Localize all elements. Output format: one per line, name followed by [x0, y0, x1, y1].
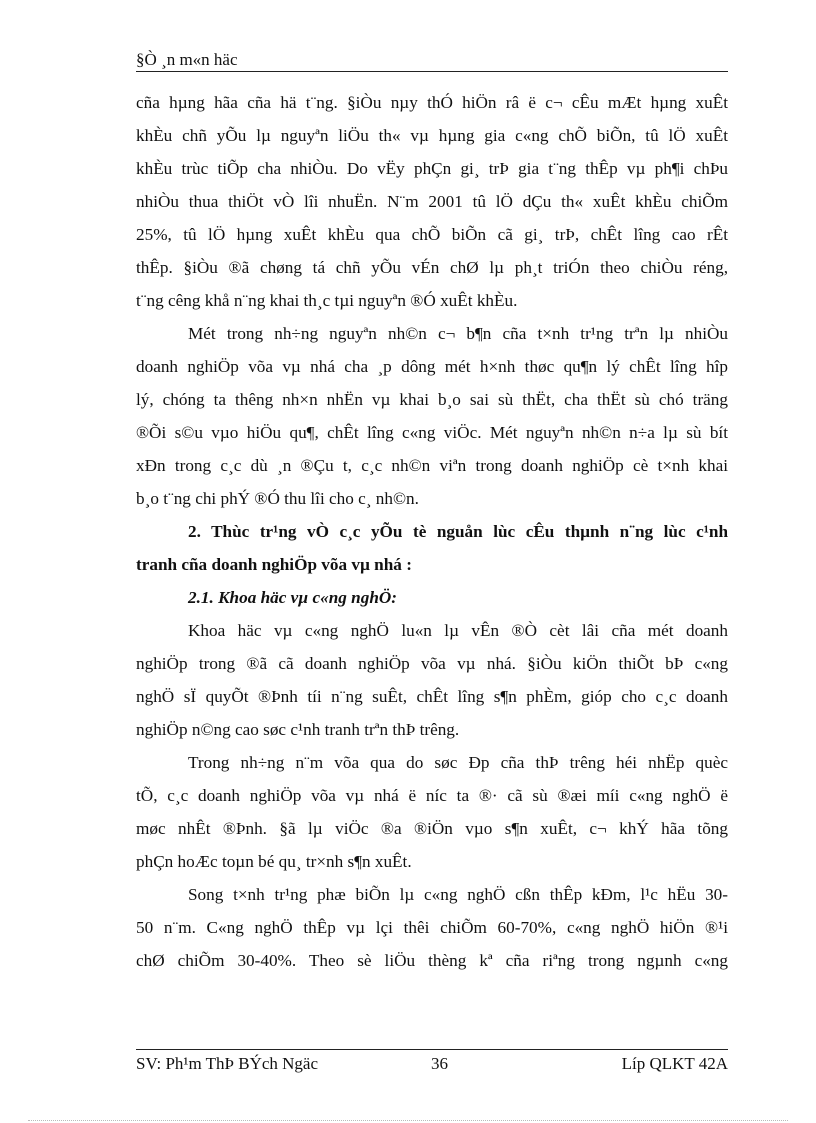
text-line: cña hµng hãa cña hä t¨ng. §iÒu nµy thÓ hiÖn râ ë c¬ cÊu mÆt hµng xuÊt: [136, 93, 728, 112]
footer-rule: [136, 1049, 728, 1050]
text-line: xÐn trong c¸c dù ¸n ®Çu t, c¸c nh©n viªn trong doanh nghiÖp cè t×nh khai: [136, 456, 728, 475]
text-line: khÈu chñ yÕu lµ nguyªn liÖu th« vµ hµng gia c«ng chÕ biÕn, tû lÖ xuÊt: [136, 126, 728, 145]
document-body: [136, 86, 728, 977]
page-header-title: §Ò ¸n m«n häc: [136, 50, 238, 69]
footer-page-number: 36: [431, 1054, 448, 1073]
section-heading-2: [136, 515, 728, 581]
text-line: ®Õi s©u vµo hiÖu qu¶, chÊt lîng c«ng viÖc. Mét nguyªn nh©n n÷a lµ sù bít: [136, 423, 728, 442]
text-line: møc nhÊt ®Þnh. §ã lµ viÖc ®a ®iÖn vµo s¶n xuÊt, c¬ khÝ hãa tõng: [136, 819, 728, 838]
text-line: tÕ, c¸c doanh nghiÖp võa vµ nhá ë níc ta ®· cã sù ®æi míi c«ng nghÖ ë: [136, 786, 728, 805]
text-line: t¨ng cêng khå n¨ng khai th¸c tµi nguyªn ®Ó xuÊt khÈu.: [136, 291, 518, 310]
text-line: Mét trong nh÷ng nguyªn nh©n c¬ b¶n cña t×nh tr¹ng trªn lµ nhiÒu: [188, 324, 728, 343]
section-heading-line: 2. Thùc tr¹ng vÒ c¸c yÕu tè nguån lùc cÊu thµnh n¨ng lùc c¹nh: [188, 522, 728, 541]
footer-class: Líp QLKT 42A: [621, 1054, 728, 1073]
subsection-heading-2-1: 2.1. Khoa häc vµ c«ng nghÖ:: [188, 588, 398, 607]
text-line: thÊp. §iÒu ®ã chøng tá chñ yÕu vÉn chØ lµ ph¸t triÓn theo chiÒu réng,: [136, 258, 728, 277]
text-line: Trong nh÷ng n¨m võa qua do søc Ðp cña thÞ trêng héi nhËp quèc: [188, 753, 728, 772]
paragraph-block-1: [136, 86, 728, 515]
text-line: doanh nghiÖp võa vµ nhá cha ¸p dông mét h×nh thøc qu¶n lý chÊt lîng hîp: [136, 357, 728, 376]
text-line: nghÖ sÏ quyÕt ®Þnh tíi n¨ng suÊt, chÊt lîng s¶n phÈm, gióp cho c¸c doanh: [136, 687, 728, 706]
text-line: Khoa häc vµ c«ng nghÖ lu«n lµ vÊn ®Ò cèt lâi cña mét doanh: [188, 621, 728, 640]
text-line: chØ chiÕm 30-40%. Theo sè liÖu thèng kª cña riªng trong ngµnh c«ng: [136, 951, 728, 970]
text-line: phÇn hoÆc toµn bé qu¸ tr×nh s¶n xuÊt.: [136, 852, 412, 871]
header-rule: [136, 71, 728, 72]
page-bottom-border: [28, 1120, 788, 1121]
text-line: lý, chóng ta thêng nh×n nhËn vµ khai b¸o sai sù thËt, cha thËt sù chó träng: [136, 390, 728, 409]
text-line: nghiÖp n©ng cao søc c¹nh tranh trªn thÞ trêng.: [136, 720, 460, 739]
text-line: nhiÒu thua thiÖt vÒ lîi nhuËn. N¨m 2001 tû lÖ dÇu th« xuÊt khÈu chiÕm: [136, 192, 728, 211]
text-line: khÈu trùc tiÕp cha nhiÒu. Do vËy phÇn gi¸ trÞ gia t¨ng thÊp vµ ph¶i chÞu: [136, 159, 728, 178]
footer-student-name: SV: Ph¹m ThÞ BÝch Ngäc: [136, 1054, 319, 1073]
section-heading-line: tranh cña doanh nghiÖp võa vµ nhá :: [136, 555, 412, 574]
paragraph-block-2: [136, 614, 728, 977]
text-line: b¸o t¨ng chi phÝ ®Ó thu lîi cho c¸ nh©n.: [136, 489, 419, 508]
text-line: Song t×nh tr¹ng phæ biÕn lµ c«ng nghÖ cßn thÊp kÐm, l¹c hËu 30-: [188, 885, 728, 904]
text-line: 25%, tû lÖ hµng xuÊt khÈu qua chÕ biÕn cã gi¸ trÞ, chÊt lîng cao rÊt: [136, 225, 728, 244]
text-line: 50 n¨m. C«ng nghÖ thÊp vµ lçi thêi chiÕm 60-70%, c«ng nghÖ hiÖn ®¹i: [136, 918, 728, 937]
text-line: nghiÖp trong ®ã cã doanh nghiÖp võa vµ nhá. §iÒu kiÖn thiÕt bÞ c«ng: [136, 654, 728, 673]
